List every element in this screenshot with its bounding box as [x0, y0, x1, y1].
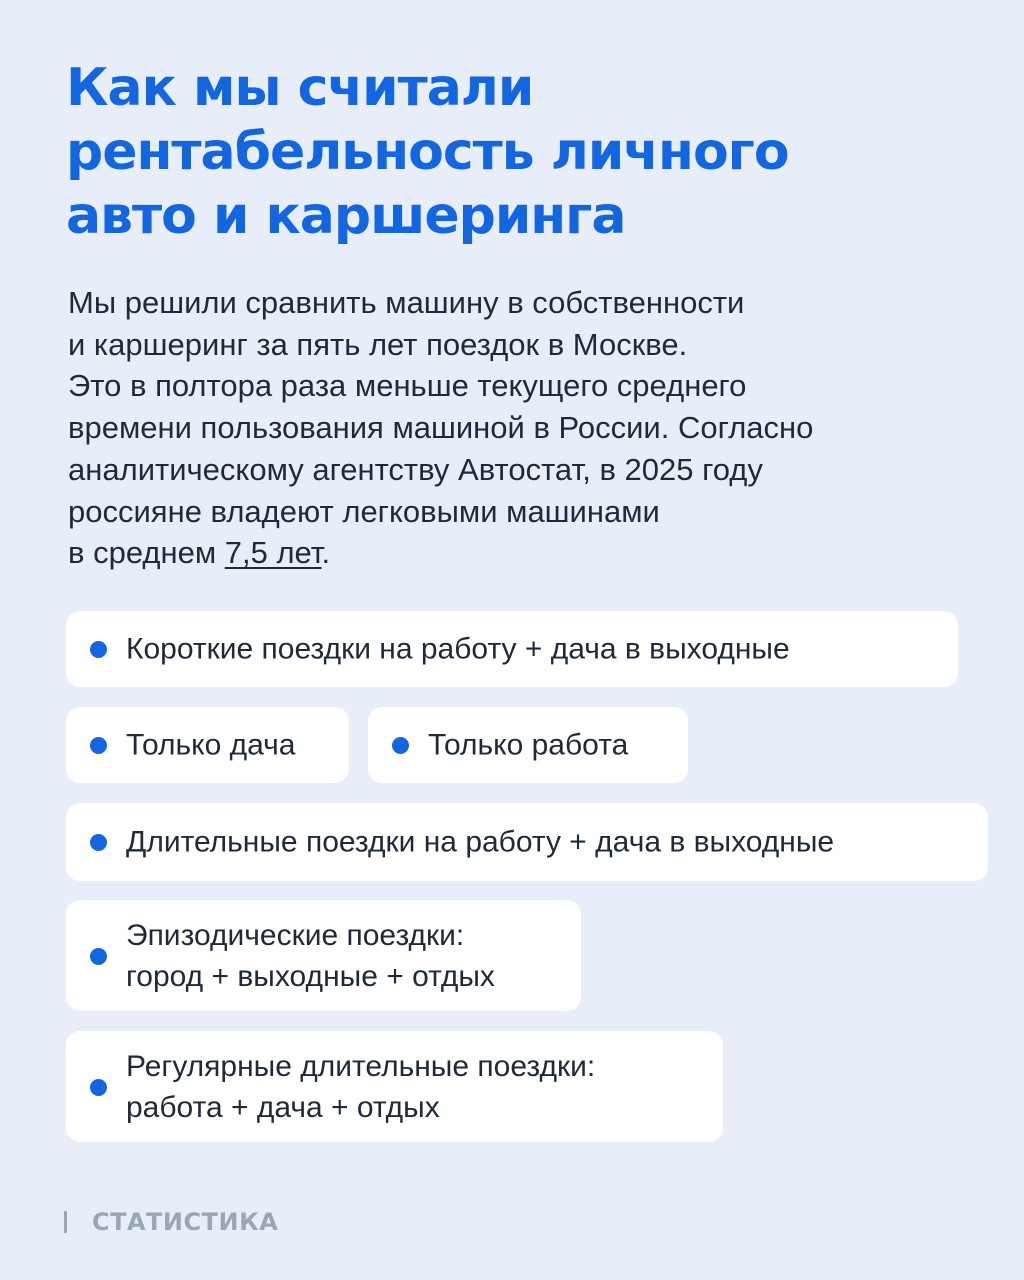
intro-line: Мы решили сравнить машину в собственности: [68, 285, 745, 320]
intro-last-suffix: .: [321, 535, 331, 571]
title-line: рентабельность личного: [66, 122, 789, 182]
intro-line: россияне владеют легковыми машинами: [68, 493, 660, 529]
scenario-label: [428, 725, 628, 766]
bullet-icon: [392, 737, 409, 754]
title-line: авто и каршеринга: [66, 186, 626, 246]
intro-paragraph: [68, 282, 988, 574]
page-title: [66, 56, 966, 248]
intro-line-last: [68, 532, 988, 574]
intro-line: Это в полтора раза меньше текущего среднего: [68, 368, 747, 404]
scenario-card: [66, 1031, 723, 1142]
intro-line: времени пользования машиной в России. Согласно: [68, 410, 814, 446]
scenario-label: [126, 915, 495, 997]
bullet-icon: [90, 737, 107, 754]
category-footer: [64, 1208, 278, 1236]
bullet-icon: [90, 1079, 107, 1096]
source-link[interactable]: 7,5 лет: [224, 535, 322, 571]
bullet-icon: [90, 948, 107, 965]
scenario-line: работа + дача + отдых: [126, 1090, 440, 1124]
intro-line: и каршеринг за пять лет поездок в Москве.: [68, 326, 688, 362]
category-label: СТАТИСТИКА: [92, 1208, 279, 1236]
divider: [64, 1211, 67, 1233]
bullet-icon: [90, 834, 107, 851]
scenario-line: Короткие поездки на работу + дача в выходные: [126, 632, 790, 666]
intro-last-prefix: в среднем: [68, 535, 225, 571]
scenario-label: [126, 822, 834, 863]
scenario-card: [368, 707, 688, 783]
scenario-line: город + выходные + отдых: [126, 959, 495, 993]
bullet-icon: [90, 641, 107, 658]
scenario-line: Эпизодические поездки:: [126, 918, 465, 952]
scenario-line: Только работа: [428, 728, 629, 762]
scenario-card: [66, 803, 988, 881]
scenario-line: Регулярные длительные поездки:: [126, 1049, 596, 1083]
scenario-card: [66, 707, 349, 783]
scenario-line: Только дача: [126, 728, 296, 762]
scenario-label: [126, 725, 295, 766]
scenario-line: Длительные поездки на работу + дача в выходные: [126, 825, 835, 859]
scenario-card: [66, 900, 581, 1011]
title-line: Как мы считали: [66, 58, 534, 118]
intro-line: аналитическому агентству Автостат, в 2025 году: [68, 451, 763, 487]
scenario-label: [126, 1046, 595, 1128]
scenario-card: [66, 611, 958, 687]
scenario-label: [126, 629, 790, 670]
